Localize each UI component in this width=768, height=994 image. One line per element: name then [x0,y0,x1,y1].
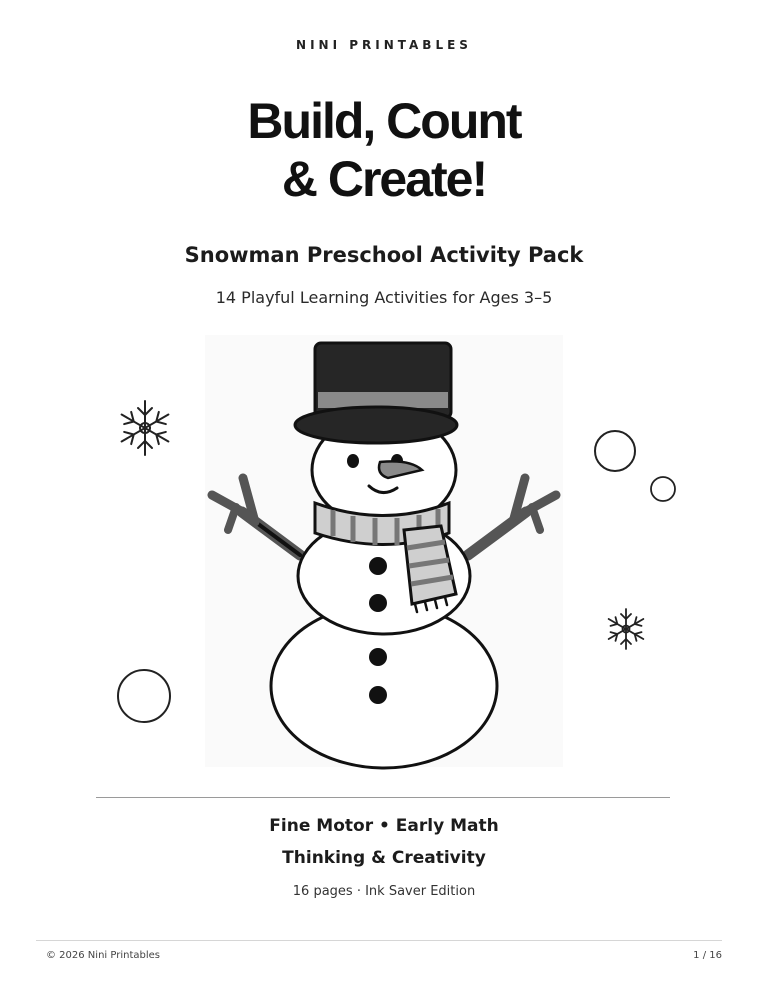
snowman-left-arm [212,478,300,555]
snowman-nose [379,461,422,478]
snowflake-icon [606,609,646,649]
skills-line-1: Fine Motor • Early Math [269,816,499,836]
hat-crown [315,343,451,418]
scarf-fringe [415,597,447,612]
snowman-button [369,557,387,575]
footer-divider [36,940,722,941]
skills-line-2: Thinking & Creativity [282,848,486,868]
scarf-tail-stripes [407,542,453,584]
snowman-button [369,594,387,612]
snowman-button [369,648,387,666]
scarf-wrap [315,503,449,545]
snowman-middle [298,518,470,634]
page-title [0,92,768,208]
decor-circle [651,477,675,501]
snowman-right-arm [468,478,556,555]
decor-circle [595,431,635,471]
scarf-tail [404,526,456,604]
snowman-eye [391,454,403,468]
snowman-head [312,414,456,526]
footer-copyright: © 2026 Nini Printables [46,950,160,961]
page-number: 1 / 16 [693,950,722,961]
divider [96,797,670,798]
brand-name: NINI PRINTABLES [296,38,472,52]
title-line-2: & Create! [281,151,487,207]
subtitle: Snowman Preschool Activity Pack [184,243,584,267]
snowman-button [369,686,387,704]
title-line-1: Build, Count [247,93,521,149]
tagline: 14 Playful Learning Activities for Ages 3–5 [215,288,553,307]
snowflake-icon [118,401,172,455]
snowman-bottom [271,604,497,768]
snowman-eye [347,454,359,468]
scarf-stripes [333,509,438,545]
decor-circle [118,670,170,722]
illustration-backdrop [205,335,563,767]
hat-brim [295,407,457,443]
snowman-mouth [369,486,397,493]
hat-band [318,392,448,408]
edition-info: 16 pages · Ink Saver Edition [292,884,476,899]
